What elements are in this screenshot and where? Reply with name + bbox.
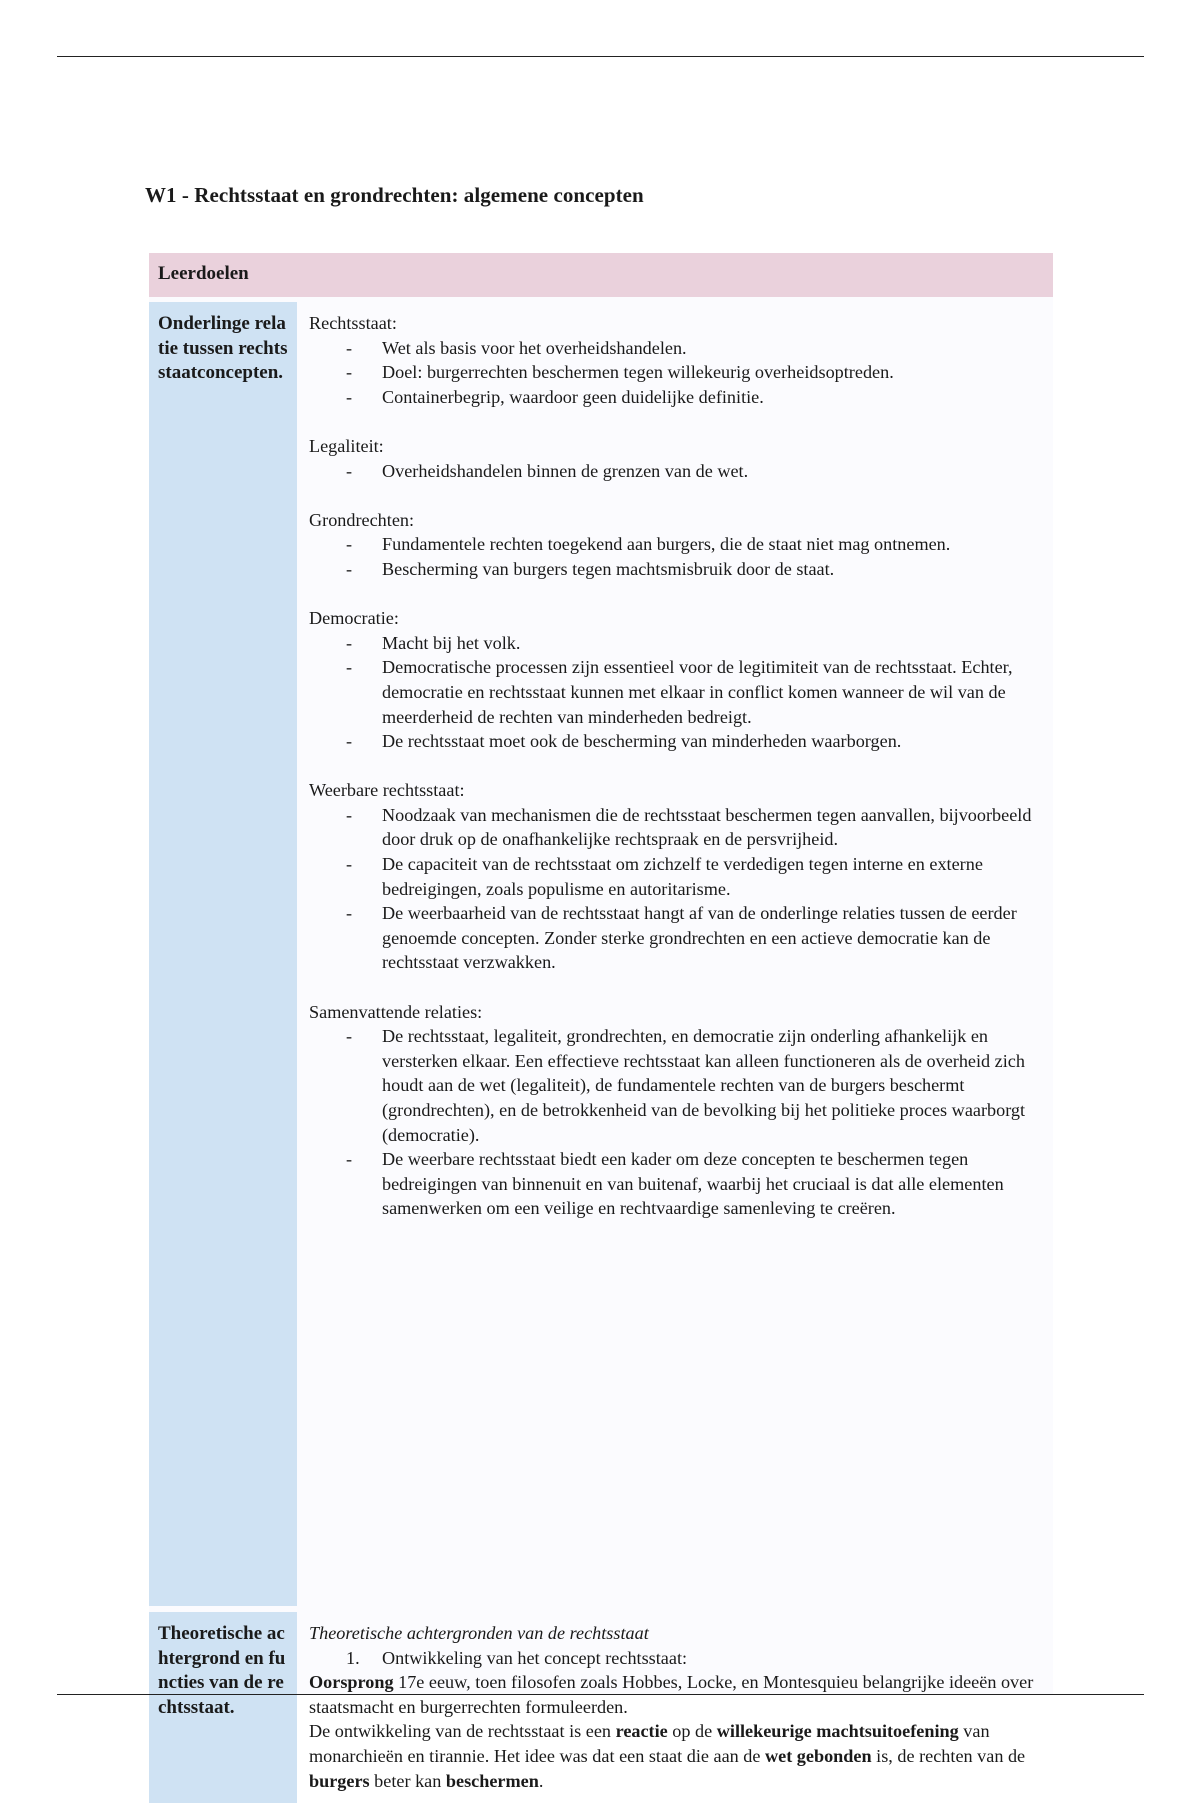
row-content-1: [309, 311, 1049, 1221]
list-item: - Bescherming van burgers tegen machtsmisbruik door de staat.: [382, 557, 1049, 582]
list-item: - De weerbare rechtsstaat biedt een kader om deze concepten te beschermen tegen bedreigingen van binnenuit en van buitenaf, waarbij het cruciaal is dat alle elementen samenwerken om een veilige en rechtvaardige samenleving te creëren.: [382, 1147, 1049, 1221]
list-number: 1.: [346, 1647, 360, 1668]
row-label-2: Theoretische achtergrond en functies van de rechtsstaat.: [149, 1612, 297, 1803]
table-header-label: Leerdoelen: [158, 263, 249, 284]
list-item: - Democratische processen zijn essentieel voor de legitimiteit van de rechtsstaat. Echter, democratie en rechtsstaat kunnen met elkaar in conflict komen wanneer de wil van de meerderheid de rechten van minderheden bedreigt.: [382, 655, 1049, 729]
paragraph-text: 17e eeuw, toen filosofen zoals Hobbes, Locke, en Montesquieu belangrijke ideeën over staatsmacht en burgerrechten formuleerden.: [309, 1672, 1034, 1717]
section-heading: Samenvattende relaties:: [309, 1001, 483, 1022]
list-item: - Containerbegrip, waardoor geen duidelijke definitie.: [382, 385, 1049, 410]
list-item: - Wet als basis voor het overheidshandelen.: [382, 336, 1049, 361]
paragraph-text: beter kan: [369, 1770, 446, 1791]
bottom-rule: [57, 1694, 1144, 1695]
paragraph-text: .: [538, 1770, 544, 1791]
bold-term: reactie: [615, 1721, 668, 1742]
list-item: [346, 1646, 1049, 1671]
list-item: - De capaciteit van de rechtsstaat om zichzelf te verdedigen tegen interne en externe bedreigingen, zoals populisme en autoritarisme.: [382, 852, 1049, 901]
bullet-list: [309, 336, 1049, 410]
bold-term: burgers: [309, 1770, 370, 1791]
paragraph-text: op de: [667, 1721, 717, 1742]
section-heading: Democratie:: [309, 608, 399, 629]
section-heading: Rechtsstaat:: [309, 313, 397, 333]
list-item-text: Ontwikkeling van het concept rechtsstaat:: [382, 1647, 688, 1668]
row-content-2: [309, 1621, 1049, 1793]
list-item: - Noodzaak van mechanismen die de rechtsstaat beschermen tegen aanvallen, bijvoorbeeld door druk op de onafhankelijke rechtspraak en de persvrijheid.: [382, 803, 1049, 852]
list-item: - De rechtsstaat, legaliteit, grondrechten, en democratie zijn onderling afhankelijk en versterken elkaar. Een effectieve rechtsstaat kan alleen functioneren als de overheid zich houdt aan de wet (legaliteit), de fundamentele rechten van de burgers beschermt (grondrechten), en de betrokkenheid van de bevolking bij het politieke proces waarborgt (democratie).: [382, 1024, 1049, 1147]
list-item: - De rechtsstaat moet ook de bescherming van minderheden waarborgen.: [382, 729, 1049, 754]
list-item: - Doel: burgerrechten beschermen tegen willekeurig overheidsoptreden.: [382, 360, 1049, 385]
bold-term: wet gebonden: [765, 1745, 872, 1766]
list-item: - Fundamentele rechten toegekend aan burgers, die de staat niet mag ontnemen.: [382, 532, 1049, 557]
row-label-1: Onderlinge relatie tussen rechtsstaatconcepten.: [149, 302, 297, 1606]
list-item: - De weerbaarheid van de rechtsstaat hangt af van de onderlinge relaties tussen de eerder genoemde concepten. Zonder sterke grondrechten en een actieve democratie kan de rechtsstaat verzwakken.: [382, 901, 1049, 975]
bullet-list: [309, 459, 1049, 484]
table-header: [149, 253, 1053, 297]
paragraph-development: [309, 1719, 1049, 1793]
paragraph-text: van monarchieën en tirannie. Het idee was dat een staat die aan de: [309, 1721, 990, 1766]
numbered-list: [309, 1646, 1049, 1671]
section-heading: Grondrechten:: [309, 509, 415, 530]
paragraph-text: is, de rechten van de: [871, 1745, 1026, 1766]
bold-term: Oorsprong: [309, 1672, 394, 1693]
bullet-list: [309, 532, 1049, 581]
paragraph-text: De ontwikkeling van de rechtsstaat is een: [309, 1721, 616, 1742]
page-title: W1 - Rechtsstaat en grondrechten: algemene concepten: [145, 183, 644, 207]
top-rule: [57, 56, 1144, 57]
bullet-list: [309, 803, 1049, 975]
bullet-list: [309, 1024, 1049, 1221]
italic-heading: Theoretische achtergronden van de rechtsstaat: [309, 1623, 649, 1643]
bold-term: beschermen: [445, 1770, 539, 1791]
bullet-list: [309, 631, 1049, 754]
bold-term: willekeurige machtsuitoefening: [716, 1721, 959, 1742]
section-heading: Weerbare rechtsstaat:: [309, 780, 465, 801]
list-item: - Macht bij het volk.: [382, 631, 1049, 656]
section-heading: Legaliteit:: [309, 435, 384, 456]
list-item: - Overheidshandelen binnen de grenzen van de wet.: [382, 459, 1049, 484]
learning-goals-table: [149, 253, 1053, 1791]
